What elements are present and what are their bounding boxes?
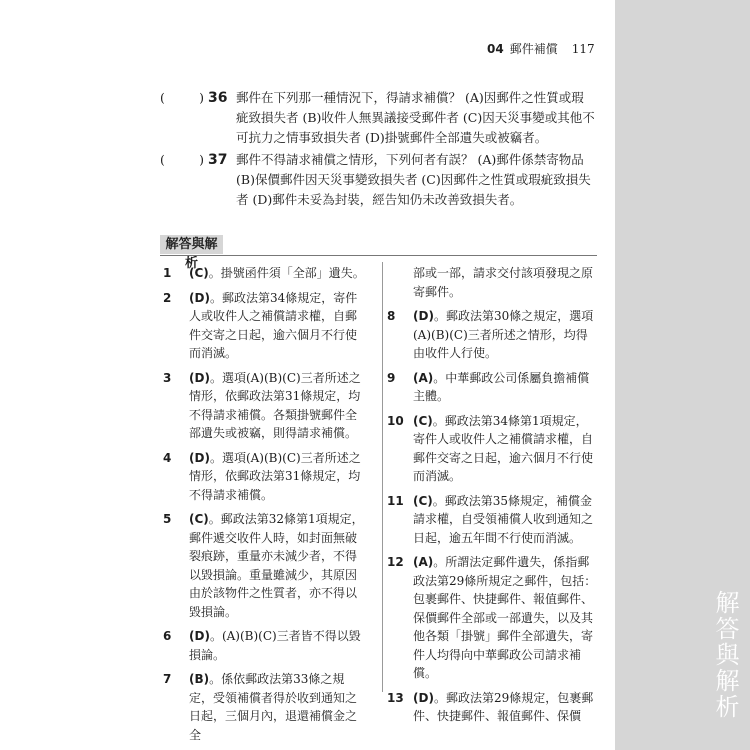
answer-blank bbox=[160, 88, 204, 108]
answer-explanation: 。郵政法第34條規定，寄件人或收件人之補償請求權，自郵件交寄之日起，逾六個月不行使而消滅。 bbox=[189, 290, 358, 360]
answer-explanation: 。郵政法第35條規定，補償金請求權，自受領補償人收到通知之日起，逾五年間不行使而消滅。 bbox=[413, 493, 594, 545]
paren-open: ( bbox=[160, 152, 165, 167]
answer-number: 10 bbox=[387, 413, 404, 428]
answer-explanation: 。掛號函件須「全部」遺失。 bbox=[208, 266, 365, 280]
answer-number: 3 bbox=[163, 370, 172, 385]
paren-close: ) bbox=[199, 90, 204, 105]
answer-explanation: 。郵政法第30條之規定，選項(A)(B)(C)三者所述之情形，均得由收件人行使。 bbox=[413, 309, 594, 360]
answer-number: 1 bbox=[163, 266, 172, 280]
answer-key: (D) bbox=[413, 690, 434, 705]
answer-item bbox=[387, 492, 599, 548]
question-36 bbox=[160, 88, 610, 148]
answer-number: 13 bbox=[387, 690, 404, 705]
answer-explanation: 。郵政法第32條第1項規定，郵件遞交收件人時，如封面無破裂痕跡，重量亦未減少者，不得以毀損論。重量雖減少，其原因由於該物件之性質者，亦不得以毀損論。 bbox=[189, 512, 364, 619]
section-title: 解答與解析 bbox=[160, 235, 223, 254]
side-tab bbox=[615, 0, 750, 750]
answer-key: (B) bbox=[189, 672, 210, 686]
answer-key: (C) bbox=[189, 266, 209, 280]
answer-item bbox=[387, 553, 599, 683]
answer-key: (C) bbox=[413, 493, 433, 508]
answer-item bbox=[163, 670, 368, 744]
side-tab-label: 解答與解析 bbox=[711, 590, 739, 720]
answers-left-column bbox=[163, 264, 368, 750]
page-header bbox=[487, 40, 595, 57]
answer-explanation: 。係依郵政法第33條之規定，受領補償者得於收到通知之日起，三個月內，退還補償金之全 bbox=[189, 672, 358, 742]
answer-item bbox=[163, 369, 368, 443]
answer-number: 12 bbox=[387, 555, 404, 569]
answer-explanation: 。(A)(B)(C)三者皆不得以毀損論。 bbox=[189, 629, 361, 662]
answer-number: 9 bbox=[387, 370, 396, 385]
answer-item bbox=[387, 689, 599, 726]
answer-item bbox=[387, 307, 599, 363]
paren-close: ) bbox=[199, 152, 204, 167]
answer-key: (D) bbox=[189, 290, 210, 305]
question-37 bbox=[160, 150, 610, 210]
answer-key: (D) bbox=[189, 629, 210, 643]
question-text: 郵件在下列那一種情況下，得請求補償？ (A)因郵件之性質或瑕疵致損失者 (B)收件人無異議接受郵件者 (C)因天災事變或其他不可抗力之情事致損失者 (D)掛號郵件全部遺失或被竊者。 bbox=[236, 90, 595, 145]
answer-item bbox=[163, 264, 368, 283]
answer-number: 5 bbox=[163, 512, 172, 526]
answer-explanation: 。郵政法第29條規定，包裹郵件、快捷郵件、報值郵件、保價 bbox=[413, 690, 594, 723]
answer-item bbox=[163, 510, 368, 621]
answer-item bbox=[387, 412, 599, 486]
answer-key: (A) bbox=[413, 555, 434, 569]
answer-number: 7 bbox=[163, 672, 172, 686]
answer-item bbox=[163, 449, 368, 505]
answer-number: 6 bbox=[163, 629, 172, 643]
column-divider bbox=[382, 262, 383, 692]
answer-explanation: 。選項(A)(B)(C)三者所述之情形，依郵政法第31條規定，均不得請求補償。各類掛號郵件全部遺失或被竊，則得請求補償。 bbox=[189, 370, 361, 440]
answer-item bbox=[163, 289, 368, 363]
answer-number: 8 bbox=[387, 309, 396, 323]
chapter-number: 04 bbox=[487, 42, 504, 56]
answer-key: (D) bbox=[189, 370, 210, 385]
answer-item bbox=[163, 627, 368, 664]
answer-key: (D) bbox=[189, 450, 210, 465]
question-number: 36 bbox=[208, 90, 228, 106]
answers-right-column bbox=[387, 264, 599, 732]
page-number: 117 bbox=[571, 42, 595, 56]
answer-key: (A) bbox=[413, 370, 434, 385]
answer-number: 4 bbox=[163, 450, 172, 465]
answer-explanation: 。中華郵政公司係屬負擔補償主體。 bbox=[413, 370, 590, 403]
answer-key: (C) bbox=[189, 512, 209, 526]
section-divider bbox=[160, 255, 597, 256]
question-text: 郵件不得請求補償之情形，下列何者有誤？ (A)郵件係禁寄物品 (B)保價郵件因天災事變致損失者 (C)因郵件之性質或瑕疵致損失者 (D)郵件未妥為封裝，經告知仍未改善致損失者。 bbox=[236, 152, 591, 207]
answer-explanation: 。郵政法第34條第1項規定，寄件人或收件人之補償請求權，自郵件交寄之日起，逾六個月不行使而消滅。 bbox=[413, 413, 594, 483]
chapter-title: 郵件補償 bbox=[509, 42, 558, 56]
paren-open: ( bbox=[160, 90, 165, 105]
answer-continuation: 部或一部，請求交付該項發現之原寄郵件。 bbox=[413, 266, 594, 299]
answer-item bbox=[387, 369, 599, 406]
answer-explanation: 。所謂法定郵件遺失，係指郵政法第29條所規定之郵件，包括：包裹郵件、快捷郵件、報值郵件、保價郵件全部或一部遺失，以及其他各類「掛號」郵件全部遺失，寄件人均得向中華郵政公司請求補償。 bbox=[413, 555, 597, 680]
answer-number: 11 bbox=[387, 493, 404, 508]
answer-blank bbox=[160, 150, 204, 170]
answer-number: 2 bbox=[163, 290, 172, 305]
answer-explanation: 。選項(A)(B)(C)三者所述之情形，依郵政法第31條規定，均不得請求補償。 bbox=[189, 450, 361, 502]
question-number: 37 bbox=[208, 152, 228, 168]
answer-key: (D) bbox=[413, 309, 434, 323]
answer-key: (C) bbox=[413, 413, 433, 428]
